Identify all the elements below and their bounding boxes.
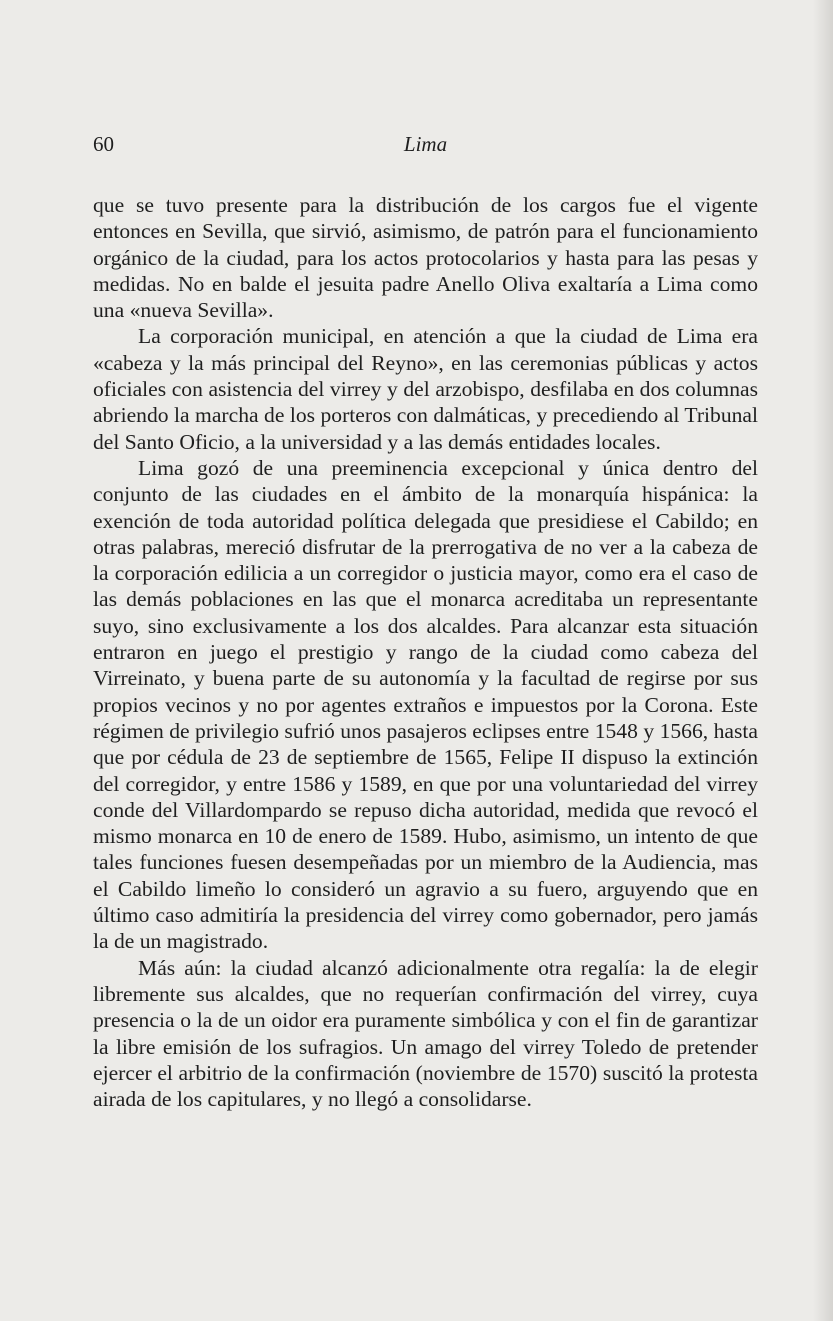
paragraph-1: que se tuvo presente para la distribución de los cargos fue el vigente entonces en Sevilla, que sirvió, asimismo, de patrón para el funcionamiento orgánico de la ciudad, para los actos protocolarios y hasta para las pesas y medidas. No en balde el jesuita padre Anello Oliva exaltaría a Lima como una «nueva Sevilla».	[93, 193, 758, 323]
paragraph-4: Más aún: la ciudad alcanzó adicionalmente otra regalía: la de elegir libremente sus alcaldes, que no requerían confirmación del virrey, cuya presencia o la de un oidor era puramente simbólica y con el fin de garantizar la libre emisión de los sufragios. Un amago del virrey Toledo de pretender ejercer el arbitrio de la confirmación (noviembre de 1570) suscitó la protesta airada de los capitulares, y no llegó a consolidarse.	[93, 955, 758, 1112]
body-text	[93, 192, 758, 1112]
page-edge-shadow	[813, 0, 833, 1321]
paragraph-2: La corporación municipal, en atención a que la ciudad de Lima era «cabeza y la más principal del Reyno», en las ceremonias públicas y actos oficiales con asistencia del virrey y del arzobispo, desfilaba en dos columnas abriendo la marcha de los porteros con dalmáticas, y precediendo al Tribunal del Santo Oficio, a la universidad y a las demás entidades locales.	[93, 324, 758, 454]
paragraph-3: Lima gozó de una preeminencia excepcional y única dentro del conjunto de las ciudades en el ámbito de la monarquía hispánica: la exención de toda autoridad política delegada que presidiese el Cabildo; en otras palabras, mereció disfrutar de la prerrogativa de no ver a la cabeza de la corporación edilicia a un corregidor o justicia mayor, como era el caso de las demás poblaciones en las que el monarca acreditaba un representante suyo, sino exclusivamente a los dos alcaldes. Para alcanzar esta situación entraron en juego el prestigio y rango de la ciudad como cabeza del Virreinato, y buena parte de su autonomía y la facultad de regirse por sus propios vecinos y no por agentes extraños e impuestos por la Corona. Este régimen de privilegio sufrió unos pasajeros eclipses entre 1548 y 1566, hasta que por cédula de 23 de septiembre de 1565, Felipe II dispuso la extinción del corregidor, y entre 1586 y 1589, en que por una voluntariedad del virrey conde del Villardompardo se repuso dicha autoridad, medida que revocó el mismo monarca en 10 de enero de 1589. Hubo, asimismo, un intento de que tales funciones fuesen desempeñadas por un miembro de la Audiencia, mas el Cabildo limeño lo consideró un agravio a su fuero, arguyendo que en último caso admitiría la presidencia del virrey como gobernador, pero jamás la de un magistrado.	[93, 455, 758, 954]
page-number: 60	[93, 132, 114, 156]
running-title: Lima	[403, 132, 448, 156]
page-header	[93, 132, 758, 162]
